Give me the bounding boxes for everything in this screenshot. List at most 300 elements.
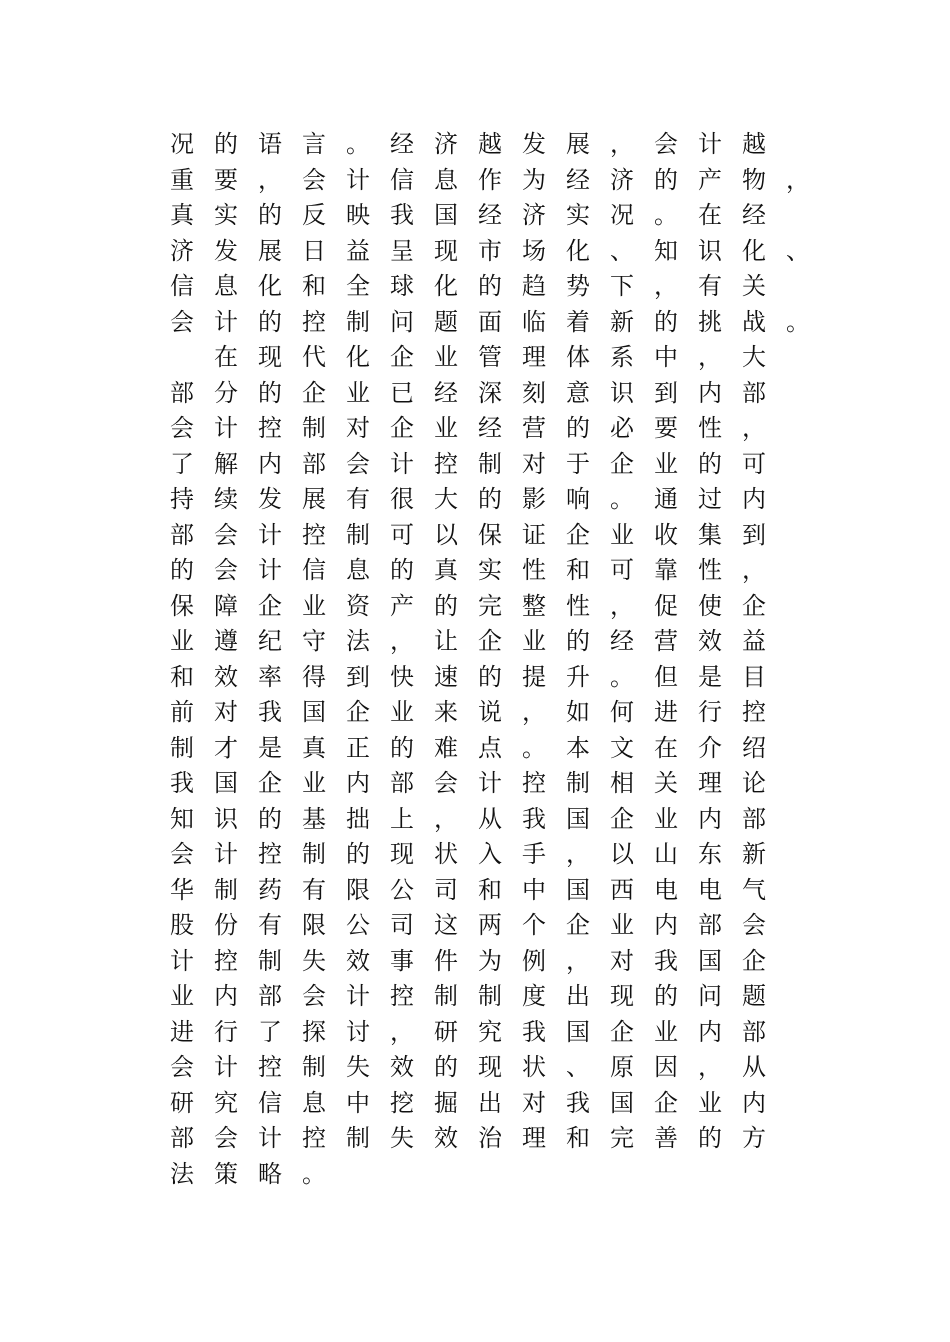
text-glyph: 效 [390, 1053, 414, 1081]
text-glyph: ， [434, 804, 458, 833]
text-glyph: 性 [698, 414, 722, 442]
text-glyph: 息 [302, 1088, 326, 1117]
text-line [168, 1015, 808, 1051]
text-glyph: 略 [258, 1159, 282, 1188]
text-glyph: 性 [522, 556, 546, 584]
text-glyph: 、 [566, 1053, 590, 1081]
text-glyph: 真 [302, 733, 326, 762]
text-glyph: 真 [434, 556, 458, 584]
text-glyph: 呈 [390, 236, 414, 265]
text-glyph: 有 [302, 875, 326, 904]
text-glyph: 为 [478, 946, 502, 975]
text-glyph: 速 [434, 662, 458, 691]
text-glyph: 理 [698, 769, 722, 797]
text-line [168, 234, 808, 270]
text-glyph: 控 [742, 698, 766, 726]
text-glyph: 份 [214, 911, 238, 939]
text-glyph: 济 [522, 201, 546, 229]
text-glyph: 遵 [214, 627, 238, 655]
text-glyph: 控 [258, 840, 282, 868]
text-glyph: 靠 [654, 556, 678, 584]
text-glyph: ， [742, 556, 766, 584]
text-glyph: 企 [478, 627, 502, 655]
text-glyph: 对 [522, 1088, 546, 1117]
text-glyph: 经 [610, 627, 634, 655]
text-glyph: 、 [786, 236, 810, 265]
text-glyph: 在 [698, 201, 722, 229]
text-glyph: 究 [214, 1088, 238, 1117]
text-glyph: 识 [610, 378, 634, 407]
text-glyph: 反 [302, 201, 326, 229]
text-glyph: 对 [346, 414, 370, 442]
text-glyph: 和 [478, 875, 502, 904]
text-glyph: 的 [434, 1053, 458, 1081]
text-glyph: 经 [566, 165, 590, 194]
text-glyph: 题 [742, 982, 766, 1010]
text-glyph: 到 [742, 520, 766, 549]
text-glyph: 升 [566, 662, 590, 691]
text-glyph: 信 [390, 165, 414, 194]
text-glyph: 可 [742, 449, 766, 478]
text-glyph: 来 [434, 698, 458, 726]
text-line [168, 802, 808, 838]
text-glyph: 的 [654, 982, 678, 1010]
text-glyph: 临 [522, 307, 546, 336]
text-glyph: 济 [170, 236, 194, 265]
text-glyph: 目 [742, 662, 766, 691]
text-glyph: 很 [390, 485, 414, 513]
text-glyph: 代 [302, 343, 326, 371]
text-glyph: 到 [346, 662, 370, 691]
text-glyph: 守 [302, 627, 326, 655]
text-glyph: 电 [654, 875, 678, 904]
text-glyph: 在 [214, 343, 238, 371]
text-glyph: 率 [258, 662, 282, 691]
text-glyph: 的 [434, 591, 458, 620]
text-glyph: 如 [566, 698, 590, 726]
text-glyph: 效 [346, 946, 370, 975]
text-glyph: 益 [742, 627, 766, 655]
text-glyph: 展 [566, 130, 590, 158]
text-glyph: 但 [654, 662, 678, 691]
text-line [168, 837, 808, 873]
text-glyph: 化 [742, 236, 766, 265]
text-glyph: 有 [258, 911, 282, 939]
text-glyph: 制 [214, 875, 238, 904]
text-glyph: 识 [698, 236, 722, 265]
text-glyph: 中 [522, 875, 546, 904]
text-glyph: 下 [610, 272, 634, 300]
text-line [168, 305, 808, 341]
text-glyph: 的 [170, 556, 194, 584]
text-glyph: 部 [302, 449, 326, 478]
text-glyph: 资 [346, 591, 370, 620]
text-line [168, 127, 808, 163]
text-glyph: 场 [522, 236, 546, 265]
text-glyph: 。 [610, 662, 634, 691]
text-glyph: 分 [214, 378, 238, 407]
text-glyph: 经 [390, 130, 414, 158]
text-glyph: 制 [258, 946, 282, 975]
text-glyph: 要 [654, 414, 678, 442]
text-glyph: 经 [742, 201, 766, 229]
text-glyph: ， [390, 627, 414, 655]
text-glyph: 国 [302, 698, 326, 726]
text-glyph: 可 [610, 556, 634, 584]
text-glyph: 系 [610, 343, 634, 371]
text-line [168, 624, 808, 660]
text-line [168, 731, 808, 767]
text-glyph: 部 [170, 1124, 194, 1152]
text-glyph: 完 [610, 1124, 634, 1152]
text-glyph: 对 [214, 698, 238, 726]
text-glyph: 计 [258, 520, 282, 549]
text-glyph: 探 [302, 1017, 326, 1046]
text-glyph: 会 [302, 165, 326, 194]
text-glyph: 化 [346, 343, 370, 371]
text-glyph: 映 [346, 201, 370, 229]
text-glyph: 业 [654, 1017, 678, 1046]
text-line [168, 1086, 808, 1122]
text-glyph: ， [522, 698, 546, 726]
text-glyph: 部 [170, 520, 194, 549]
text-glyph: 行 [698, 698, 722, 726]
text-line [168, 482, 808, 518]
text-glyph: 的 [214, 130, 238, 158]
text-glyph: 才 [214, 733, 238, 762]
text-glyph: 司 [390, 911, 414, 939]
text-glyph: 我 [522, 804, 546, 833]
text-glyph: 究 [478, 1017, 502, 1046]
text-glyph: 控 [522, 769, 546, 797]
text-glyph: 业 [434, 343, 458, 371]
text-glyph: 度 [522, 982, 546, 1010]
text-glyph: ， [698, 1053, 722, 1081]
text-glyph: 内 [258, 449, 282, 478]
text-glyph: 计 [390, 449, 414, 478]
text-glyph: 和 [302, 272, 326, 300]
text-glyph: 息 [346, 556, 370, 584]
text-glyph: 部 [698, 911, 722, 939]
text-glyph: ， [390, 1017, 414, 1046]
text-glyph: 的 [698, 449, 722, 478]
text-glyph: 况 [610, 201, 634, 229]
text-glyph: 企 [654, 1088, 678, 1117]
text-glyph: 经 [478, 414, 502, 442]
text-glyph: 提 [522, 662, 546, 691]
text-glyph: 益 [346, 236, 370, 265]
text-glyph: 会 [170, 307, 194, 336]
text-glyph: 势 [566, 272, 590, 300]
text-glyph: 和 [170, 662, 194, 691]
text-glyph: 会 [170, 1053, 194, 1081]
text-glyph: 是 [698, 662, 722, 691]
text-glyph: 前 [170, 698, 194, 726]
text-glyph: 发 [522, 130, 546, 158]
text-glyph: 中 [346, 1088, 370, 1117]
text-glyph: 新 [610, 307, 634, 336]
text-glyph: 经 [478, 201, 502, 229]
text-glyph: 证 [522, 520, 546, 549]
text-glyph: 现 [390, 840, 414, 868]
text-glyph: ， [786, 165, 810, 194]
text-glyph: 善 [654, 1124, 678, 1152]
text-glyph: 企 [302, 378, 326, 407]
text-glyph: ， [698, 343, 722, 371]
text-glyph: 体 [566, 343, 590, 371]
text-glyph: 息 [434, 165, 458, 194]
text-glyph: 事 [390, 946, 414, 975]
text-glyph: 续 [214, 485, 238, 513]
text-glyph: 业 [434, 414, 458, 442]
text-glyph: 法 [346, 627, 370, 655]
text-glyph: 华 [170, 875, 194, 904]
text-line [168, 908, 808, 944]
text-glyph: 信 [302, 556, 326, 584]
text-glyph: 会 [170, 414, 194, 442]
text-glyph: 控 [434, 449, 458, 478]
text-glyph: 保 [170, 591, 194, 620]
text-glyph: 的 [478, 485, 502, 513]
text-glyph: 论 [742, 769, 766, 797]
text-glyph: 的 [258, 201, 282, 229]
text-glyph: 国 [214, 769, 238, 797]
text-glyph: 制 [302, 840, 326, 868]
text-glyph: 业 [654, 449, 678, 478]
text-line [168, 447, 808, 483]
text-glyph: 部 [742, 1017, 766, 1046]
text-glyph: 挑 [698, 307, 722, 336]
text-glyph: 公 [390, 875, 414, 904]
text-glyph: 气 [742, 875, 766, 904]
text-glyph: 产 [698, 165, 722, 194]
text-glyph: 况 [170, 130, 194, 158]
text-glyph: 山 [654, 840, 678, 868]
text-glyph: 和 [566, 556, 590, 584]
text-glyph: 计 [698, 130, 722, 158]
text-line [168, 660, 808, 696]
text-glyph: 限 [302, 911, 326, 939]
text-glyph: 相 [610, 769, 634, 797]
text-glyph: 内 [654, 911, 678, 939]
text-glyph: 问 [390, 307, 414, 336]
text-glyph: 营 [654, 627, 678, 655]
text-glyph: 经 [434, 378, 458, 407]
text-glyph: 内 [698, 378, 722, 407]
text-glyph: 企 [566, 911, 590, 939]
text-glyph: 快 [390, 662, 414, 691]
text-line [168, 411, 808, 447]
text-glyph: 问 [698, 982, 722, 1010]
text-glyph: 制 [478, 449, 502, 478]
text-glyph: 发 [214, 236, 238, 265]
text-line [168, 589, 808, 625]
text-glyph: 企 [258, 591, 282, 620]
text-glyph: 内 [742, 1088, 766, 1117]
text-glyph: 基 [302, 804, 326, 833]
text-glyph: 业 [390, 698, 414, 726]
text-glyph: 电 [698, 875, 722, 904]
text-glyph: 企 [258, 769, 282, 797]
text-glyph: 部 [390, 769, 414, 797]
text-glyph: 会 [214, 556, 238, 584]
text-glyph: 解 [214, 449, 238, 478]
text-glyph: 讨 [346, 1017, 370, 1046]
text-glyph: 球 [390, 272, 414, 300]
text-glyph: 会 [302, 982, 326, 1010]
text-glyph: 大 [742, 343, 766, 371]
text-glyph: 的 [390, 556, 414, 584]
text-glyph: 的 [478, 272, 502, 300]
text-glyph: 会 [346, 449, 370, 478]
text-glyph: 了 [258, 1017, 282, 1046]
text-glyph: 。 [302, 1159, 326, 1188]
text-glyph: 效 [214, 662, 238, 691]
text-glyph: 业 [610, 911, 634, 939]
text-glyph: 信 [258, 1088, 282, 1117]
text-glyph: 制 [346, 1124, 370, 1152]
text-glyph: 真 [170, 201, 194, 229]
text-glyph: 现 [434, 236, 458, 265]
text-glyph: 对 [522, 449, 546, 478]
text-glyph: 言 [302, 130, 326, 158]
text-glyph: 对 [610, 946, 634, 975]
text-line [168, 873, 808, 909]
text-glyph: 进 [654, 698, 678, 726]
text-glyph: 、 [610, 236, 634, 265]
text-glyph: 挖 [390, 1088, 414, 1117]
text-glyph: 的 [654, 165, 678, 194]
text-glyph: 从 [478, 804, 502, 833]
text-glyph: 整 [522, 591, 546, 620]
text-glyph: 的 [698, 1124, 722, 1152]
text-glyph: 越 [478, 130, 502, 158]
text-glyph: 有 [346, 485, 370, 513]
text-glyph: 限 [346, 875, 370, 904]
text-glyph: 策 [214, 1159, 238, 1188]
text-glyph: 两 [478, 911, 502, 939]
text-glyph: 企 [346, 698, 370, 726]
text-glyph: 部 [170, 378, 194, 407]
text-glyph: 着 [566, 307, 590, 336]
text-glyph: 企 [566, 520, 590, 549]
text-glyph: 药 [258, 875, 282, 904]
text-line [168, 163, 808, 199]
text-glyph: 我 [390, 201, 414, 229]
text-glyph: 我 [522, 1017, 546, 1046]
text-glyph: 有 [698, 272, 722, 300]
text-glyph: 业 [170, 982, 194, 1010]
text-glyph: 展 [302, 485, 326, 513]
text-glyph: 的 [654, 307, 678, 336]
text-glyph: 的 [566, 414, 590, 442]
text-glyph: 现 [258, 343, 282, 371]
text-glyph: 业 [302, 591, 326, 620]
text-glyph: 难 [434, 733, 458, 762]
text-glyph: 得 [302, 662, 326, 691]
text-glyph: 拙 [346, 804, 370, 833]
text-glyph: 我 [566, 1088, 590, 1117]
text-glyph: 国 [434, 201, 458, 229]
text-glyph: 。 [654, 201, 678, 229]
text-glyph: 制 [170, 733, 194, 762]
text-glyph: 使 [698, 591, 722, 620]
text-glyph: 控 [214, 946, 238, 975]
text-glyph: 研 [434, 1017, 458, 1046]
text-glyph: 到 [654, 378, 678, 407]
text-glyph: 研 [170, 1088, 194, 1117]
text-glyph: 促 [654, 591, 678, 620]
text-glyph: ， [258, 165, 282, 194]
text-glyph: 的 [258, 804, 282, 833]
text-glyph: 原 [610, 1053, 634, 1081]
text-glyph: 手 [522, 840, 546, 868]
text-glyph: 以 [434, 520, 458, 549]
text-glyph: 何 [610, 698, 634, 726]
text-glyph: 会 [214, 1124, 238, 1152]
text-glyph: 计 [258, 1124, 282, 1152]
text-glyph: 中 [654, 343, 678, 371]
text-line [168, 695, 808, 731]
text-glyph: 于 [566, 449, 590, 478]
text-glyph: 说 [478, 698, 502, 726]
text-glyph: 从 [742, 1053, 766, 1081]
text-glyph: 业 [346, 378, 370, 407]
text-glyph: 知 [654, 236, 678, 265]
text-glyph: ， [610, 591, 634, 620]
text-glyph: 持 [170, 485, 194, 513]
text-glyph: 了 [170, 449, 194, 478]
text-glyph: 控 [302, 307, 326, 336]
text-glyph: 失 [346, 1053, 370, 1081]
text-glyph: 营 [522, 414, 546, 442]
text-glyph: 因 [654, 1053, 678, 1081]
text-glyph: 制 [478, 982, 502, 1010]
text-line [168, 269, 808, 305]
text-line [168, 340, 808, 376]
text-glyph: 我 [258, 698, 282, 726]
text-glyph: 的 [478, 662, 502, 691]
text-glyph: 实 [214, 201, 238, 229]
text-glyph: 失 [390, 1124, 414, 1152]
text-glyph: 企 [610, 804, 634, 833]
text-glyph: 出 [478, 1088, 502, 1117]
text-glyph: 必 [610, 414, 634, 442]
text-glyph: 东 [698, 840, 722, 868]
text-glyph: 市 [478, 236, 502, 265]
text-glyph: 企 [742, 591, 766, 620]
text-glyph: 化 [434, 272, 458, 300]
text-glyph: 国 [610, 1088, 634, 1117]
text-glyph: ， [742, 414, 766, 442]
text-glyph: 现 [610, 982, 634, 1010]
text-glyph: 点 [478, 733, 502, 762]
text-glyph: 已 [390, 378, 414, 407]
text-glyph: 状 [434, 840, 458, 868]
text-glyph: 化 [258, 272, 282, 300]
text-glyph: 股 [170, 911, 194, 939]
text-glyph: 部 [742, 378, 766, 407]
text-glyph: 状 [522, 1053, 546, 1081]
text-glyph: 企 [390, 343, 414, 371]
text-glyph: 刻 [522, 378, 546, 407]
text-glyph: 法 [170, 1159, 194, 1188]
text-glyph: 国 [698, 946, 722, 975]
text-glyph: 内 [698, 804, 722, 833]
text-glyph: ， [610, 130, 634, 158]
text-glyph: 让 [434, 627, 458, 655]
text-glyph: 我 [654, 946, 678, 975]
